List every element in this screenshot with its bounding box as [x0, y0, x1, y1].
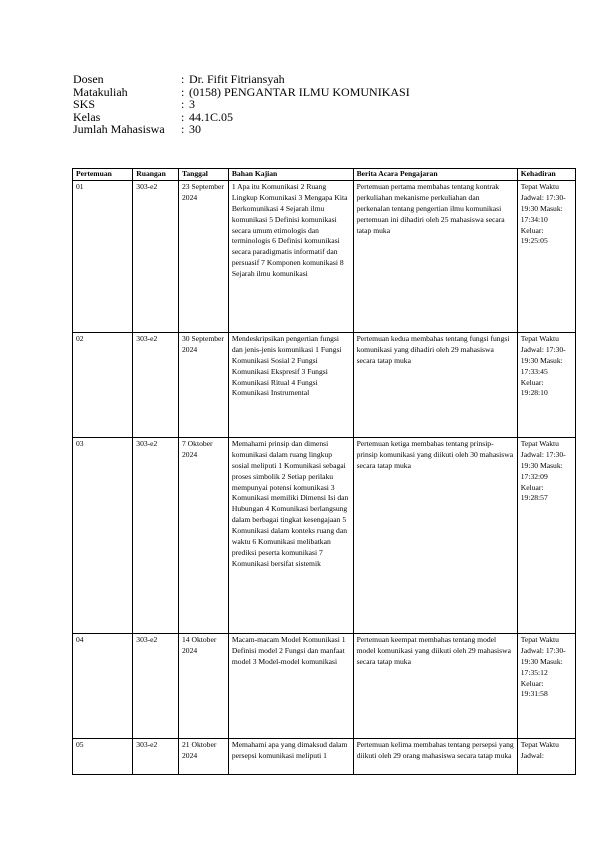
info-row-jumlah [73, 123, 410, 136]
cell-report: Pertemuan pertama membahas tentang kontrak perkuliahan mekanisme perkuliahan dan perkenalan tentang pengertian ilmu komunikasi pertemuan ini dihadiri oleh 25 mahasiswa secara tatap muka [353, 180, 517, 332]
cell-topic: Mendeskripsikan pengertian fungsi dan jenis-jenis komunikasi 1 Fungsi Komunikasi Sosial 2 Fungsi Komunikasi Ekspresif 3 Fungsi Komunikasi Ritual 4 Fungsi Komunikasi Instrumental [228, 332, 353, 437]
cell-date: 30 September 2024 [178, 332, 228, 437]
info-row-matakuliah [73, 86, 410, 99]
cell-meeting: 03 [73, 437, 133, 633]
info-label: Matakuliah [73, 84, 128, 99]
column-header: Berita Acara Pengajaran [353, 169, 517, 181]
course-info [73, 73, 410, 136]
cell-room: 303-e2 [133, 738, 179, 774]
cell-meeting: 05 [73, 738, 133, 774]
info-row-sks [73, 98, 410, 111]
cell-attendance: Tepat Waktu Jadwal: 17:30-19:30 Masuk: 17:32:09 Keluar: 19:28:57 [517, 437, 575, 633]
info-separator: : [181, 97, 185, 111]
info-separator: : [181, 109, 185, 124]
info-row-dosen [73, 73, 410, 86]
cell-topic: 1 Apa itu Komunikasi 2 Ruang Lingkup Komunikasi 3 Mengapa Kita Berkomunikasi 4 Sejarah ilmu komunikasi 5 Definisi komunikasi secara umum etimologis dan terminologis 6 Definisi komunikasi secara paradigmatis informatif dan persuasif 7 Komponen komunikasi 8 Sejarah ilmu komunikasi [228, 180, 353, 332]
column-header: Bahan Kajian [228, 169, 353, 181]
cell-room: 303-e2 [133, 332, 179, 437]
cell-date: 23 September 2024 [178, 180, 228, 332]
info-label: Kelas [73, 109, 101, 124]
info-label: SKS [73, 97, 96, 111]
cell-report: Pertemuan keempat membahas tentang model model komunikasi yang diikuti oleh 29 mahasiswa secara tatap muka [353, 633, 517, 738]
table-row [73, 180, 576, 332]
info-separator: : [181, 84, 185, 99]
table-header-row [73, 169, 576, 181]
table-row [73, 738, 576, 774]
info-value: 3 [189, 97, 195, 111]
cell-meeting: 04 [73, 633, 133, 738]
table-row [73, 332, 576, 437]
cell-room: 303-e2 [133, 633, 179, 738]
cell-room: 303-e2 [133, 180, 179, 332]
cell-report: Pertemuan kedua membahas tentang fungsi fungsi komunikasi yang dihadiri oleh 29 mahasiswa secara tatap muka [353, 332, 517, 437]
table-row [73, 437, 576, 633]
cell-attendance: Tepat Waktu Jadwal: [517, 738, 575, 774]
cell-attendance: Tepat Waktu Jadwal: 17:30-19:30 Masuk: 17:33:45 Keluar: 19:28:10 [517, 332, 575, 437]
cell-topic: Memahami prinsip dan dimensi komunikasi dalam ruang lingkup sosial meliputi 1 Komunikasi sebagai proses simbolik 2 Setiap perilaku mempunyai potensi komunikasi 3 Komunikasi memiliki Dimensi Isi dan Hubungan 4 Komunikasi berlangsung dalam berbagai tingkat kesengajaan 5 Komunikasi dalam konteks ruang dan waktu 6 Komunikasi melibatkan prediksi peserta komunikasi 7 Komunikasi bersifat sistemik [228, 437, 353, 633]
cell-date: 21 Oktober 2024 [178, 738, 228, 774]
column-header: Tanggal [178, 169, 228, 181]
cell-meeting: 02 [73, 332, 133, 437]
cell-date: 7 Oktober 2024 [178, 437, 228, 633]
cell-topic: Macam-macam Model Komunikasi 1 Definisi model 2 Fungsi dan manfaat model 3 Model-model komunikasi [228, 633, 353, 738]
cell-date: 14 Oktober 2024 [178, 633, 228, 738]
cell-meeting: 01 [73, 180, 133, 332]
cell-attendance: Tepat Waktu Jadwal: 17:30-19:30 Masuk: 17:34:10 Keluar: 19:25:05 [517, 180, 575, 332]
info-label: Dosen [73, 72, 104, 86]
info-value: 44.1C.05 [189, 109, 234, 124]
cell-topic: Memahami apa yang dimaksud dalam persepsi komunikasi meliputi 1 [228, 738, 353, 774]
info-value: Dr. Fifit Fitriansyah [189, 72, 285, 86]
info-value: (0158) PENGANTAR ILMU KOMUNIKASI [189, 84, 410, 99]
table-row [73, 633, 576, 738]
cell-report: Pertemuan ketiga membahas tentang prinsip-prinsip komunikasi yang diikuti oleh 30 mahasiswa secara tatap muka [353, 437, 517, 633]
info-separator: : [181, 122, 185, 136]
cell-attendance: Tepat Waktu Jadwal: 17:30-19:30 Masuk: 17:35:12 Keluar: 19:31:58 [517, 633, 575, 738]
info-label: Jumlah Mahasiswa [73, 122, 165, 136]
info-separator: : [181, 72, 185, 86]
column-header: Kehadiran [517, 169, 575, 181]
cell-room: 303-e2 [133, 437, 179, 633]
info-value: 30 [189, 122, 201, 136]
column-header: Pertemuan [73, 169, 133, 181]
cell-report: Pertemuan kelima membahas tentang persepsi yang diikuti oleh 29 orang mahasiswa secara tatap muka [353, 738, 517, 774]
column-header: Ruangan [133, 169, 179, 181]
lecture-journal-table [72, 168, 576, 775]
